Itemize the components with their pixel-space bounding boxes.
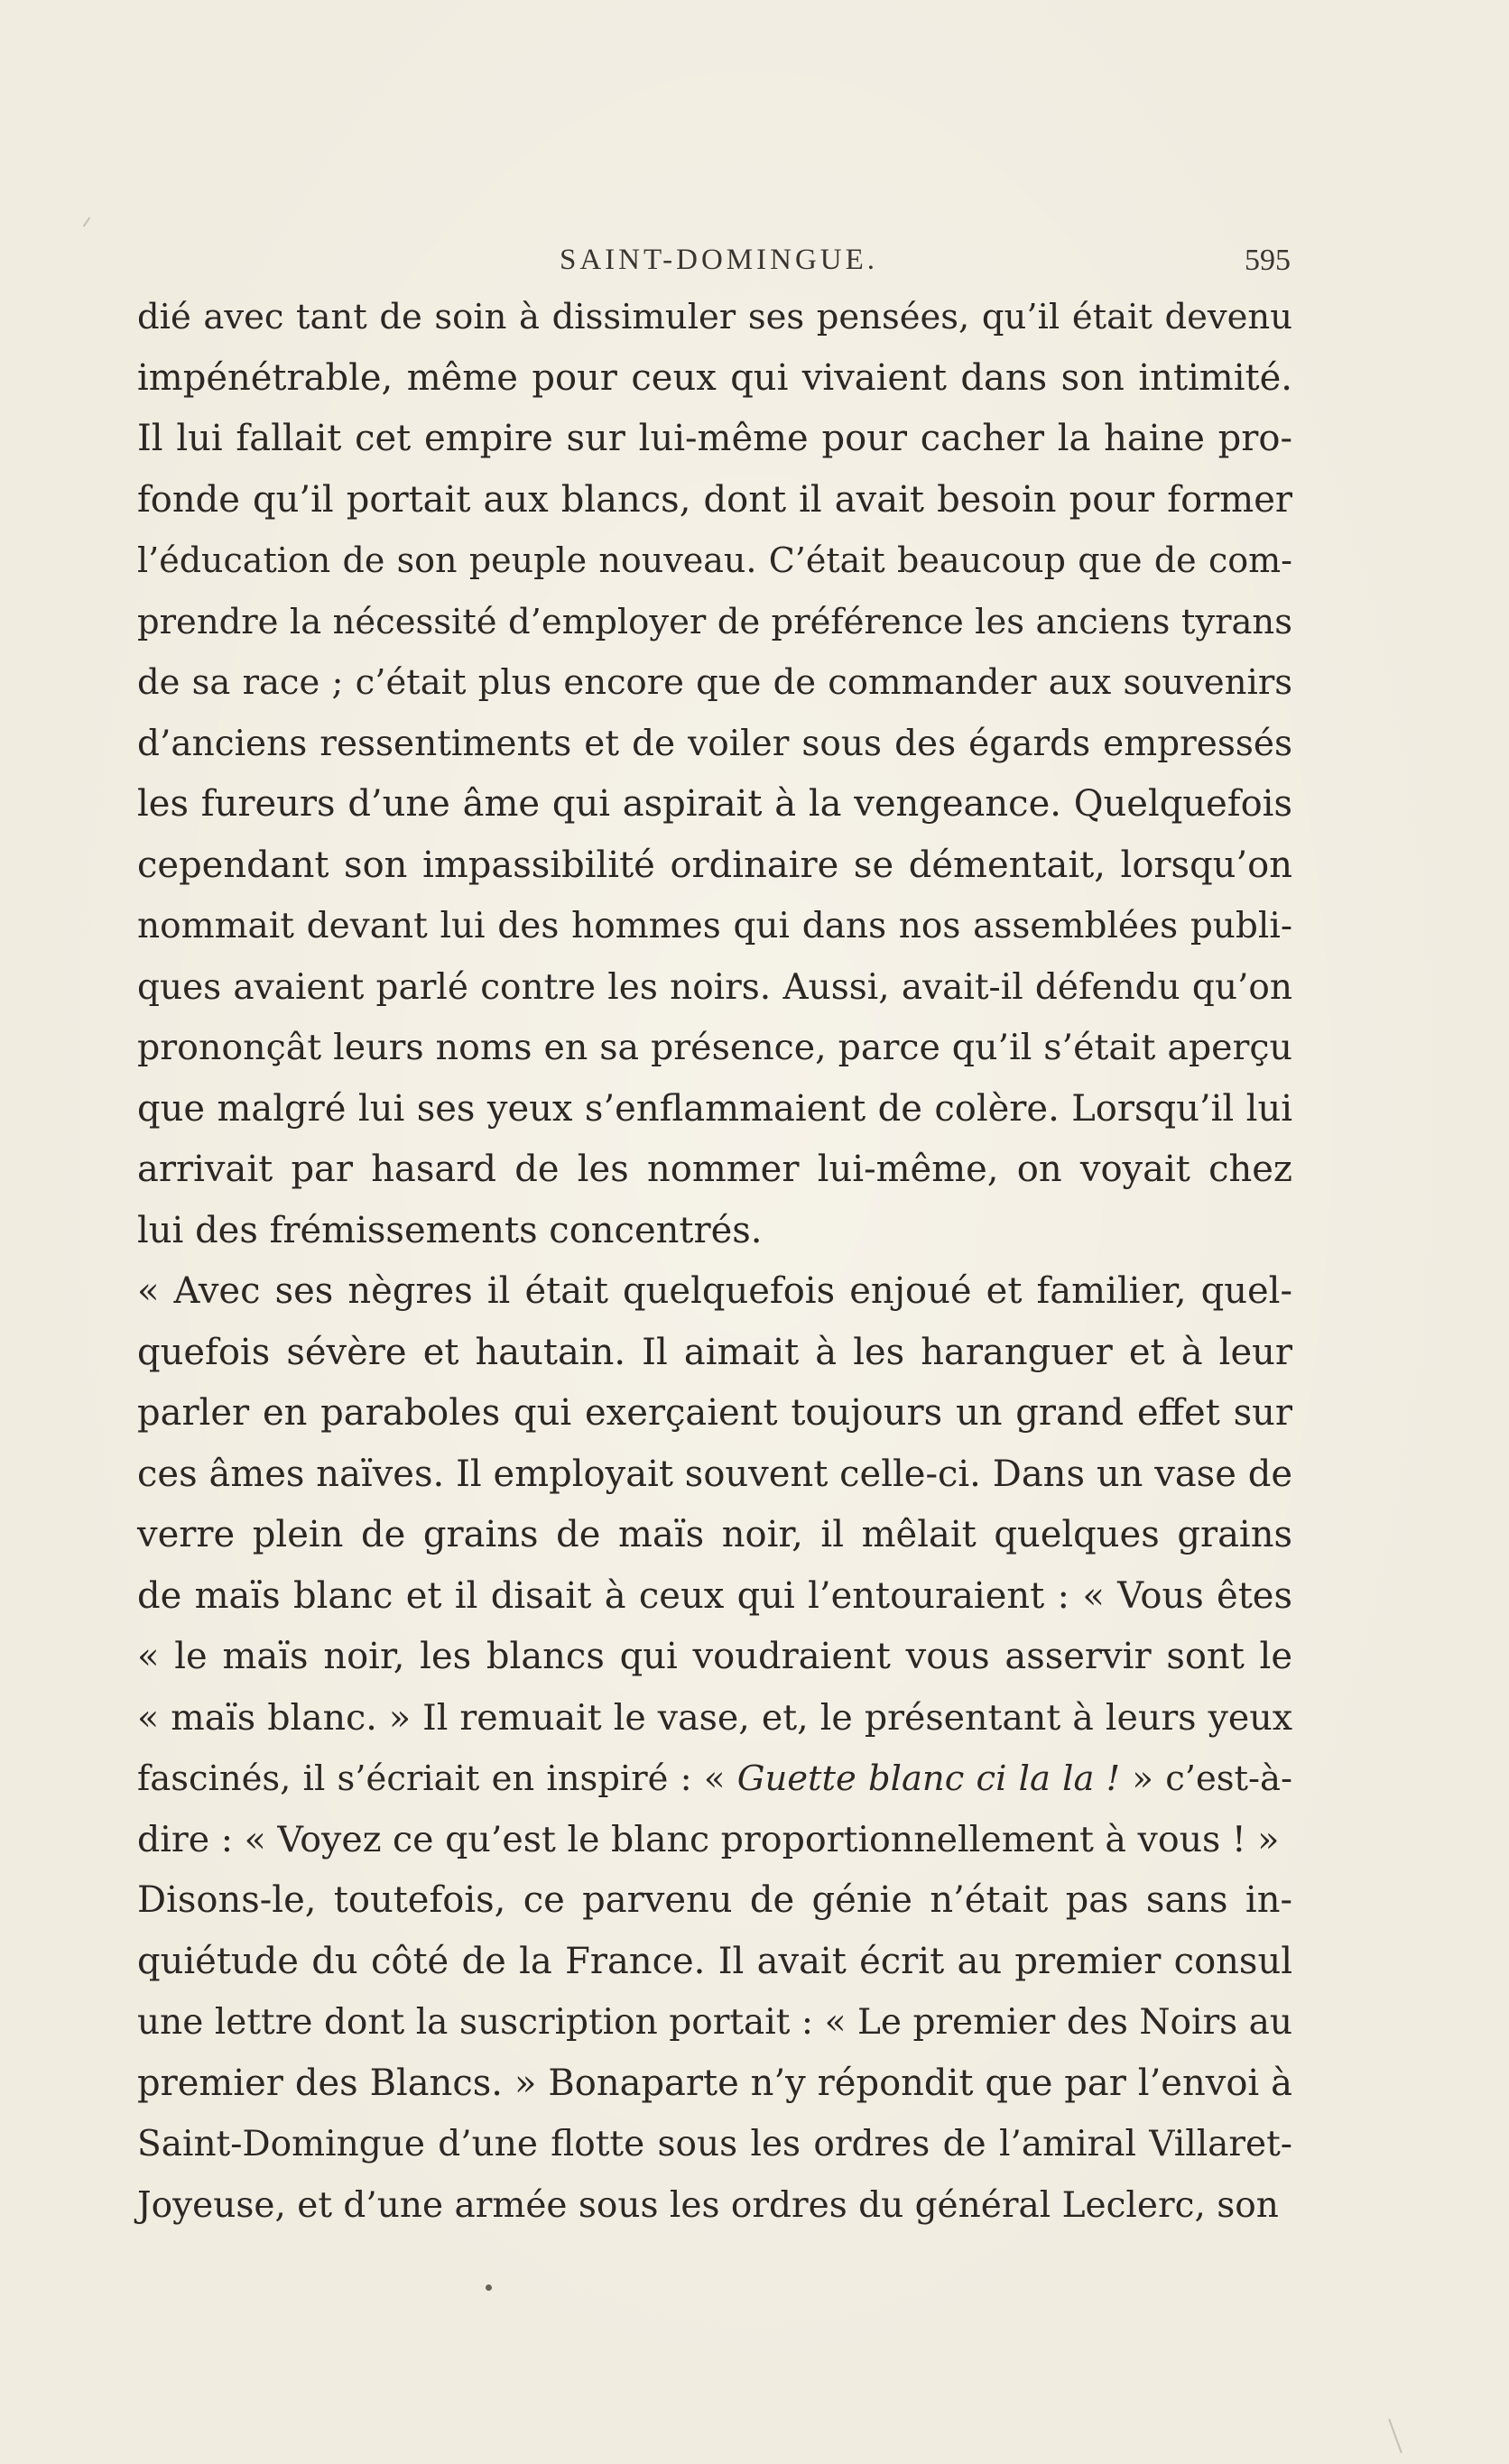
- creole-phrase: Guette blanc ci la la !: [736, 1758, 1121, 1799]
- text-line: nommait devant lui des hommes qui dans nos assemblées publi-: [137, 906, 1292, 946]
- text-line: fascinés, il s’écriait en inspiré : « Guette blanc ci la la ! » c’est-à-: [137, 1758, 1292, 1799]
- text-line: premier des Blancs. » Bonaparte n’y répondit que par l’envoi à: [137, 2062, 1292, 2104]
- text-line: ques avaient parlé contre les noirs. Aussi, avait-il défendu qu’on: [137, 966, 1292, 1008]
- text-line: dire : « Voyez ce qu’est le blanc proportionnellement à vous ! »: [137, 1818, 1280, 1860]
- text-line: Il lui fallait cet empire sur lui-même pour cacher la haine pro-: [137, 418, 1292, 459]
- text-line: dié avec tant de soin à dissimuler ses pensées, qu’il était devenu: [137, 297, 1292, 337]
- text-line: impénétrable, même pour ceux qui vivaient dans son intimité.: [137, 356, 1292, 399]
- text-line: de sa race ; c’était plus encore que de commander aux souvenirs: [137, 662, 1292, 703]
- text-line: parler en paraboles qui exerçaient toujours un grand effet sur: [137, 1392, 1292, 1434]
- running-head: SAINT-DOMINGUE.: [560, 244, 879, 276]
- text-line: que malgré lui ses yeux s’enflammaient de colère. Lorsqu’il lui: [137, 1087, 1292, 1130]
- text-line: quefois sévère et hautain. Il aimait à les haranguer et à leur: [137, 1331, 1292, 1373]
- ink-speck: [486, 2284, 492, 2291]
- text-line: lui des frémissements concentrés.: [137, 1209, 763, 1251]
- text-line: Disons-le, toutefois, ce parvenu de génie n’était pas sans in-: [137, 1879, 1292, 1921]
- text-line: l’éducation de son peuple nouveau. C’était beaucoup que de com-: [137, 540, 1292, 580]
- paper-mark: [1388, 2419, 1403, 2453]
- page-number: 595: [1245, 244, 1291, 277]
- text-line: d’anciens ressentiments et de voiler sous des égards empressés: [137, 723, 1292, 764]
- paper-mark: [83, 217, 91, 227]
- text-line: prendre la nécessité d’employer de préférence les anciens tyrans: [137, 601, 1292, 642]
- page-header: [135, 244, 1291, 289]
- text-line: cependant son impassibilité ordinaire se démentait, lorsqu’on: [137, 844, 1292, 886]
- text-line: Joyeuse, et d’une armée sous les ordres du général Leclerc, son: [137, 2184, 1279, 2226]
- text-line: fonde qu’il portait aux blancs, dont il avait besoin pour former: [137, 478, 1292, 521]
- text-line: « le maïs noir, les blancs qui voudraient vous asservir sont le: [137, 1636, 1292, 1677]
- text-line: une lettre dont la suscription portait : « Le premier des Noirs au: [137, 2002, 1292, 2043]
- text-line: les fureurs d’une âme qui aspirait à la vengeance. Quelquefois: [137, 783, 1292, 825]
- text-line: arrivait par hasard de les nommer lui-même, on voyait chez: [137, 1149, 1292, 1190]
- text-line: prononçât leurs noms en sa présence, parce qu’il s’était aperçu: [137, 1027, 1292, 1068]
- text-line: verre plein de grains de maïs noir, il mêlait quelques grains: [137, 1514, 1292, 1555]
- body-text: [137, 287, 1292, 2236]
- text-line: quiétude du côté de la France. Il avait écrit au premier consul: [137, 1940, 1292, 1982]
- text-line: Saint-Domingue d’une flotte sous les ordres de l’amiral Villaret-: [137, 2124, 1292, 2164]
- text-line: de maïs blanc et il disait à ceux qui l’entouraient : « Vous êtes: [137, 1574, 1292, 1617]
- text-line: « Avec ses nègres il était quelquefois enjoué et familier, quel-: [137, 1270, 1292, 1312]
- text-line: « maïs blanc. » Il remuait le vase, et, le présentant à leurs yeux: [137, 1696, 1292, 1739]
- text-line: ces âmes naïves. Il employait souvent celle-ci. Dans un vase de: [137, 1453, 1292, 1495]
